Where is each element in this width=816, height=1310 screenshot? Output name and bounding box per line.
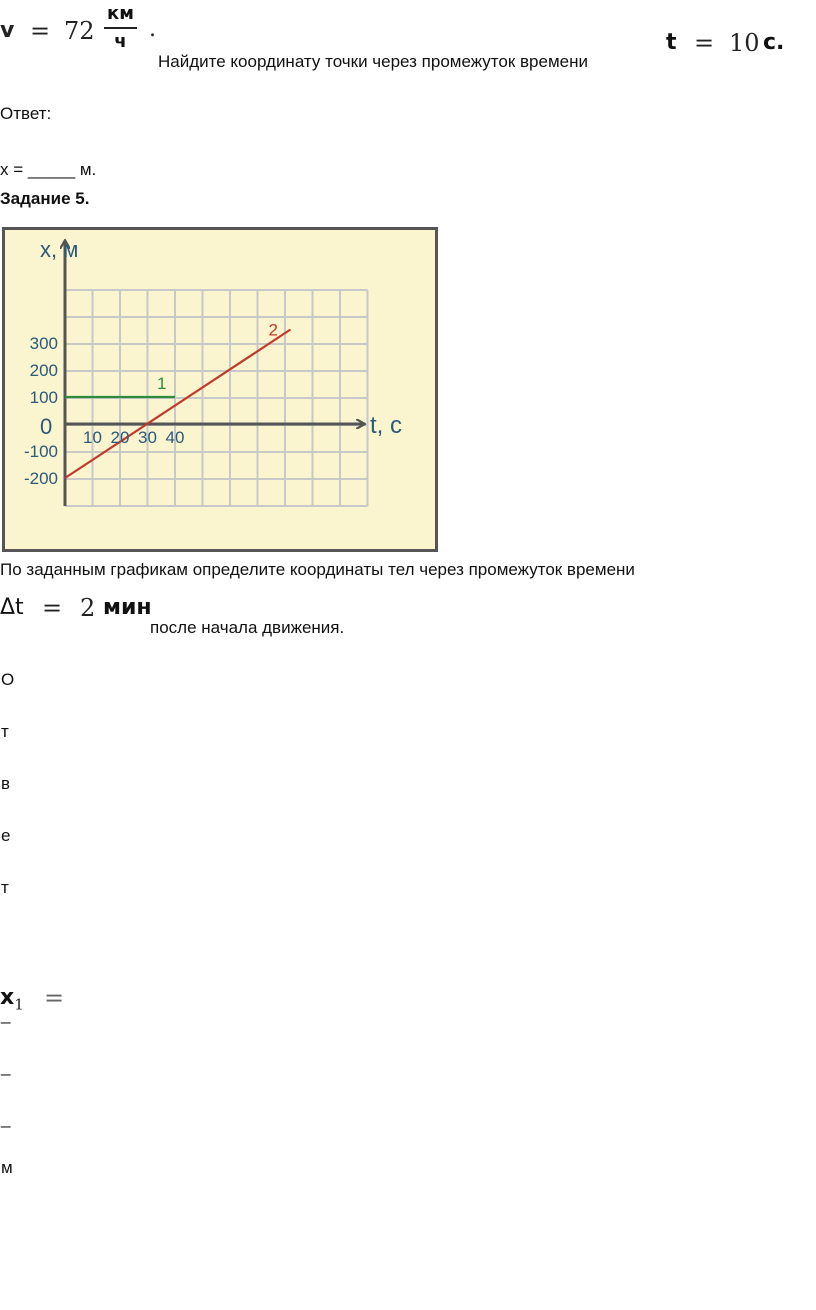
x1-equals: = — [44, 984, 65, 1012]
t-unit: с. — [763, 30, 785, 55]
task4-question: Найдите координату точки через промежуток времени — [158, 52, 588, 71]
dt-symbol: Δt — [0, 595, 24, 620]
v-unit-fraction — [104, 3, 137, 53]
x1-subscript: 1 — [14, 995, 24, 1014]
x-tick-label: 10 — [83, 428, 102, 447]
v-equals: = — [30, 17, 51, 45]
v-unit-denominator: ч — [114, 31, 127, 52]
answer-letter: в — [1, 774, 11, 793]
x-tick-label: 30 — [138, 428, 157, 447]
unit-m: м — [1, 1158, 13, 1177]
dt-unit: мин — [103, 595, 152, 620]
t-equals: = — [694, 29, 715, 57]
dt-value: 2 — [80, 594, 96, 622]
t-symbol: t — [666, 30, 677, 55]
y-axis-label: x, м — [40, 237, 79, 262]
series-label-2: 2 — [268, 320, 278, 340]
x-tick-label: 20 — [110, 428, 130, 447]
answer-letter: е — [1, 826, 11, 845]
x-axis-label: t, с — [370, 412, 403, 439]
v-value: 72 — [64, 17, 95, 45]
origin-label: 0 — [40, 414, 53, 439]
task5-question-end: после начала движения. — [150, 618, 345, 637]
y-tick-label: -200 — [23, 469, 58, 488]
blank-line: _ — [1, 1005, 11, 1024]
coordinate-time-graph — [2, 227, 438, 552]
x-tick-label: 40 — [165, 428, 185, 447]
v-dot: . — [149, 17, 156, 42]
answer-letter: т — [1, 878, 9, 897]
blank-line: _ — [1, 1057, 11, 1076]
graph-frame — [4, 229, 437, 551]
y-tick-label: 300 — [29, 334, 58, 353]
y-tick-label: -100 — [23, 442, 58, 461]
graph-svg — [2, 227, 438, 552]
task4-answer-line: x = _____ м. — [0, 160, 97, 179]
y-tick-label: 100 — [29, 388, 58, 407]
v-symbol: v — [0, 18, 15, 43]
t-value: 10 — [729, 29, 760, 57]
task5-question: По заданным графикам определите координаты тел через промежуток времени — [0, 560, 635, 579]
task4-answer-label: Ответ: — [0, 104, 52, 123]
v-unit-numerator: км — [104, 3, 137, 29]
dt-equals: = — [42, 594, 63, 622]
answer-letter: О — [1, 670, 15, 689]
task5-heading: Задание 5. — [0, 189, 90, 208]
series-label-1: 1 — [157, 374, 167, 393]
y-tick-label: 200 — [29, 361, 58, 380]
blank-line: _ — [1, 1109, 11, 1128]
answer-letter: т — [1, 722, 9, 741]
x1-letter: x — [0, 985, 15, 1010]
